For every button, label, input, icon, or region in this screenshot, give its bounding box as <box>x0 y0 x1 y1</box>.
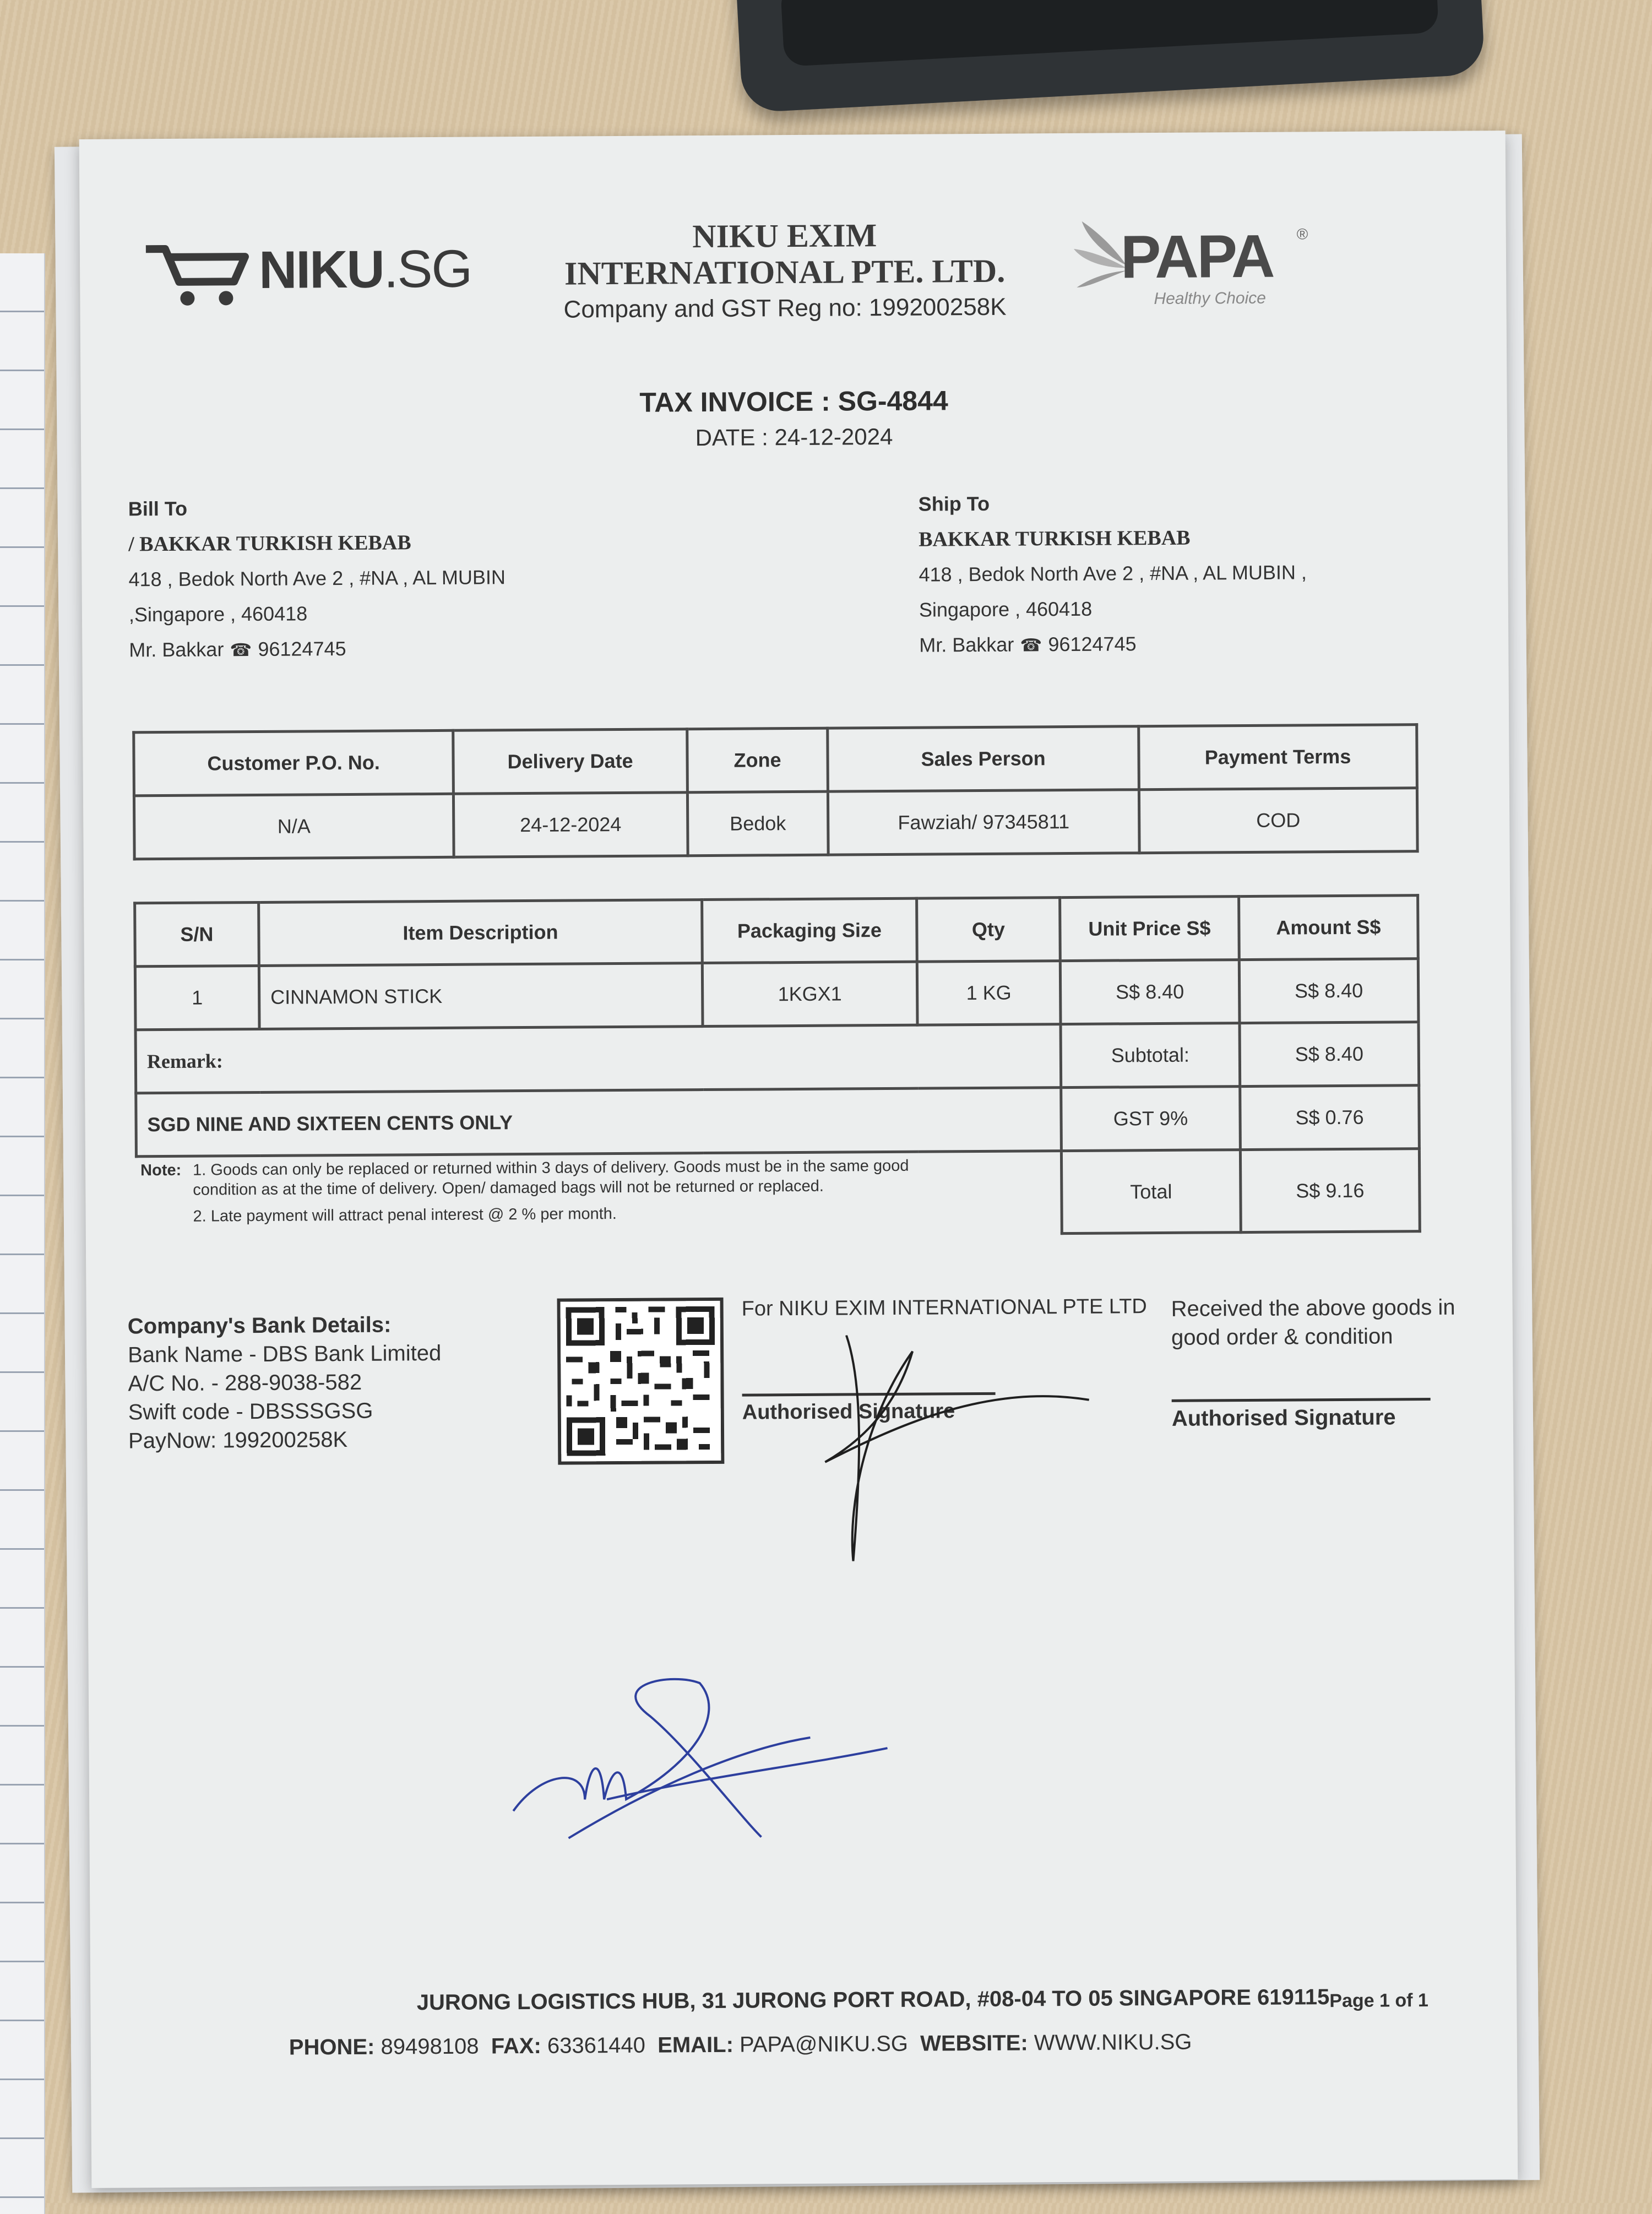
delivery-date-value: 24-12-2024 <box>453 793 688 858</box>
invoice-title: TAX INVOICE : SG-4844 <box>639 385 948 418</box>
header-unit-price: Unit Price S$ <box>1060 897 1240 961</box>
remark-label: Remark: <box>135 1024 1061 1093</box>
papa-logo: PAPA ® Healthy Choice <box>1070 203 1335 315</box>
note-label: Note: <box>140 1161 182 1180</box>
bill-to-label: Bill To <box>128 497 188 520</box>
ship-to-address-line2: Singapore , 460418 <box>919 597 1093 621</box>
gst-label: GST 9% <box>1061 1087 1241 1151</box>
header-payment-terms: Payment Terms <box>1139 725 1417 790</box>
order-info-value-row <box>134 788 1417 859</box>
header-packaging-size: Packaging Size <box>702 898 917 963</box>
header-sales-person: Sales Person <box>828 726 1139 791</box>
bank-details-title: Company's Bank Details: <box>127 1312 392 1339</box>
niku-logo-text: NIKU.SG <box>258 239 472 300</box>
subtotal-label: Subtotal: <box>1061 1023 1240 1088</box>
notebook-edge <box>0 253 45 2214</box>
customer-signature-mark <box>507 1671 905 1849</box>
company-name: NIKU EXIM INTERNATIONAL PTE. LTD. <box>564 217 1006 292</box>
device-screen <box>780 0 1439 67</box>
payment-terms-value: COD <box>1139 788 1417 853</box>
for-company-text: For NIKU EXIM INTERNATIONAL PTE LTD <box>741 1295 1147 1321</box>
amount-in-words: SGD NINE AND SIXTEEN CENTS ONLY <box>136 1088 1062 1157</box>
amount-words-row <box>136 1086 1420 1157</box>
company-reg-number: Company and GST Reg no: 199200258K <box>563 293 1007 323</box>
company-signature-mark <box>802 1334 1112 1567</box>
shopping-cart-icon <box>140 226 251 310</box>
header-item-description: Item Description <box>259 900 703 966</box>
ship-to-block <box>919 484 1415 663</box>
calculator-device <box>734 0 1485 113</box>
bill-to-contact: Mr. Bakkar ☎ 96124745 <box>129 628 790 668</box>
order-info-header-row <box>134 725 1417 796</box>
items-header-row <box>135 896 1419 967</box>
item-amount: S$ 8.40 <box>1239 959 1419 1023</box>
page-number: Page 1 of 1 <box>1329 1990 1428 2012</box>
bank-name: Bank Name - DBS Bank Limited <box>128 1341 442 1368</box>
item-unit-price: S$ 8.40 <box>1060 960 1240 1024</box>
table-row <box>135 959 1419 1030</box>
bank-details <box>128 1310 525 1455</box>
ship-to-address-line1: 418 , Bedok North Ave 2 , #NA , AL MUBIN , <box>919 561 1307 586</box>
ship-to-label: Ship To <box>918 492 990 515</box>
ship-to-contact: Mr. Bakkar ☎ 96124745 <box>919 625 1415 663</box>
notes-block <box>140 1155 1022 1227</box>
note-line1-cont: condition as at the time of delivery. Open/ damaged bags will not be returned or replaced. <box>193 1177 824 1199</box>
authorised-signature-company: Authorised Signature <box>742 1392 996 1425</box>
order-info-table <box>132 723 1419 860</box>
item-sn: 1 <box>135 965 259 1029</box>
item-packaging-size: 1KGX1 <box>702 962 917 1026</box>
gst-value: S$ 0.76 <box>1240 1086 1420 1150</box>
footer-contact: PHONE: 89498108 FAX: 63361440 EMAIL: PAPA@NIKU.SG WEBSITE: WWW.NIKU.SG <box>289 2029 1192 2060</box>
invoice-page <box>79 131 1518 2188</box>
sales-person-value: Fawziah/ 97345811 <box>828 790 1139 855</box>
item-qty: 1 KG <box>917 961 1061 1025</box>
header-customer-po: Customer P.O. No. <box>134 730 454 796</box>
header-amount: Amount S$ <box>1239 896 1419 960</box>
item-description: CINNAMON STICK <box>259 963 703 1029</box>
subtotal-value: S$ 8.40 <box>1240 1022 1419 1087</box>
header-sn: S/N <box>135 902 259 966</box>
bill-to-address-line1: 418 , Bedok North Ave 2 , #NA , AL MUBIN <box>128 566 506 591</box>
ship-to-name: BAKKAR TURKISH KEBAB <box>919 526 1191 551</box>
total-label: Total <box>1061 1150 1241 1234</box>
zone-value: Bedok <box>687 791 828 856</box>
phone-icon: ☎ <box>230 640 252 660</box>
bank-account: A/C No. - 288-9038-582 <box>128 1370 362 1396</box>
paynow-qr-code <box>557 1298 725 1465</box>
remark-row <box>135 1022 1419 1093</box>
bill-to-name: / BAKKAR TURKISH KEBAB <box>128 531 411 556</box>
bank-paynow: PayNow: 199200258K <box>128 1428 348 1453</box>
received-goods-text: Received the above goods in good order & condition <box>1171 1295 1455 1350</box>
bill-to-address-line2: ,Singapore , 460418 <box>128 602 308 626</box>
bill-to-block <box>128 487 790 668</box>
niku-logo <box>140 214 493 315</box>
note-line2: 2. Late payment will attract penal interest @ 2 % per month. <box>193 1205 617 1225</box>
note-line1: 1. Goods can only be replaced or returned within 3 days of delivery. Goods must be in the same good <box>193 1157 909 1179</box>
invoice-date: DATE : 24-12-2024 <box>695 423 893 451</box>
customer-po-value: N/A <box>134 794 454 859</box>
total-value: S$ 9.16 <box>1240 1149 1420 1233</box>
header-delivery-date: Delivery Date <box>453 729 688 794</box>
authorised-signature-customer: Authorised Signature <box>1172 1398 1431 1431</box>
bank-swift: Swift code - DBSSSGSG <box>128 1398 373 1425</box>
phone-icon: ☎ <box>1020 635 1042 655</box>
footer-address: JURONG LOGISTICS HUB, 31 JURONG PORT ROAD, #08-04 TO 05 SINGAPORE 619115 <box>416 1985 1330 2015</box>
header-qty: Qty <box>917 898 1061 962</box>
header-zone: Zone <box>687 728 828 793</box>
